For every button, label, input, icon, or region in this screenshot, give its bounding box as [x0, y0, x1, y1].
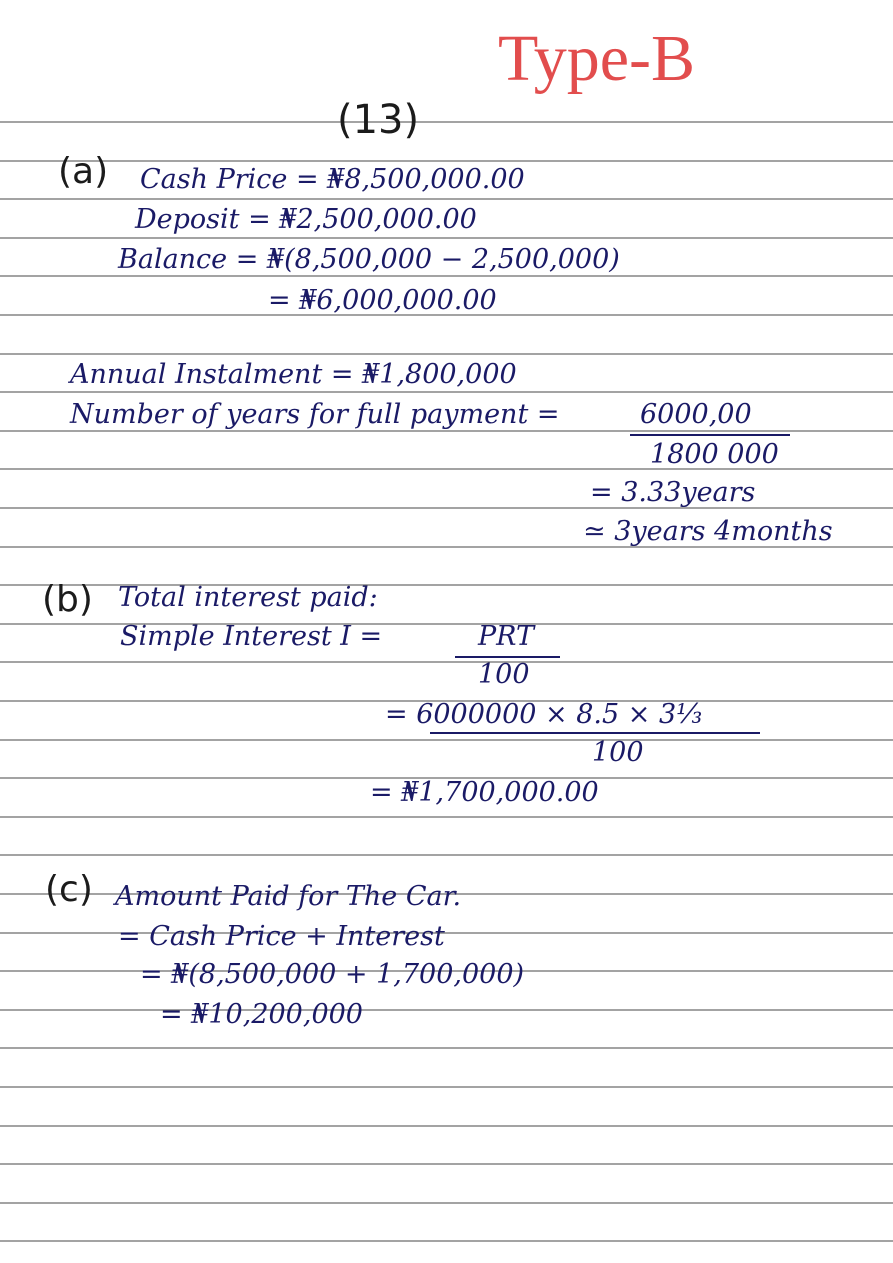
amount-line-1: = Cash Price + Interest: [118, 921, 445, 952]
years-result: = 3.33years: [590, 477, 756, 508]
amount-line-3: = ₦10,200,000: [160, 999, 363, 1030]
years-fraction-bar: [630, 434, 790, 436]
question-number: (13): [337, 97, 420, 143]
amount-line-2: = ₦(8,500,000 + 1,700,000): [140, 959, 525, 990]
substitution-denominator: 100: [592, 737, 644, 768]
cash-price-line: Cash Price = ₦8,500,000.00: [140, 164, 525, 195]
formula-denominator: 100: [478, 659, 530, 690]
years-approx: ≃ 3years 4months: [583, 516, 833, 547]
balance-line: Balance = ₦(8,500,000 − 2,500,000): [118, 244, 620, 275]
substitution-numerator: = 6000000 × 8.5 × 3⅓: [385, 699, 703, 730]
interest-result: = ₦1,700,000.00: [370, 777, 599, 808]
balance-result: = ₦6,000,000.00: [268, 285, 497, 316]
years-numerator: 6000,00: [640, 399, 752, 430]
formula-numerator: PRT: [478, 621, 535, 652]
part-a-label: (a): [58, 151, 109, 192]
years-denominator: 1800 000: [650, 439, 779, 470]
interest-title: Total interest paid:: [118, 582, 378, 613]
formula-fraction-bar: [455, 656, 560, 658]
years-label: Number of years for full payment =: [70, 399, 560, 430]
type-label: Type-B: [498, 22, 696, 95]
annual-instalment-line: Annual Instalment = ₦1,800,000: [70, 359, 517, 390]
substitution-fraction-bar: [430, 732, 760, 734]
part-b-label: (b): [42, 579, 93, 620]
simple-interest-label: Simple Interest I =: [120, 621, 383, 652]
part-c-label: (c): [45, 869, 93, 910]
deposit-line: Deposit = ₦2,500,000.00: [135, 204, 477, 235]
amount-paid-title: Amount Paid for The Car.: [115, 881, 462, 912]
